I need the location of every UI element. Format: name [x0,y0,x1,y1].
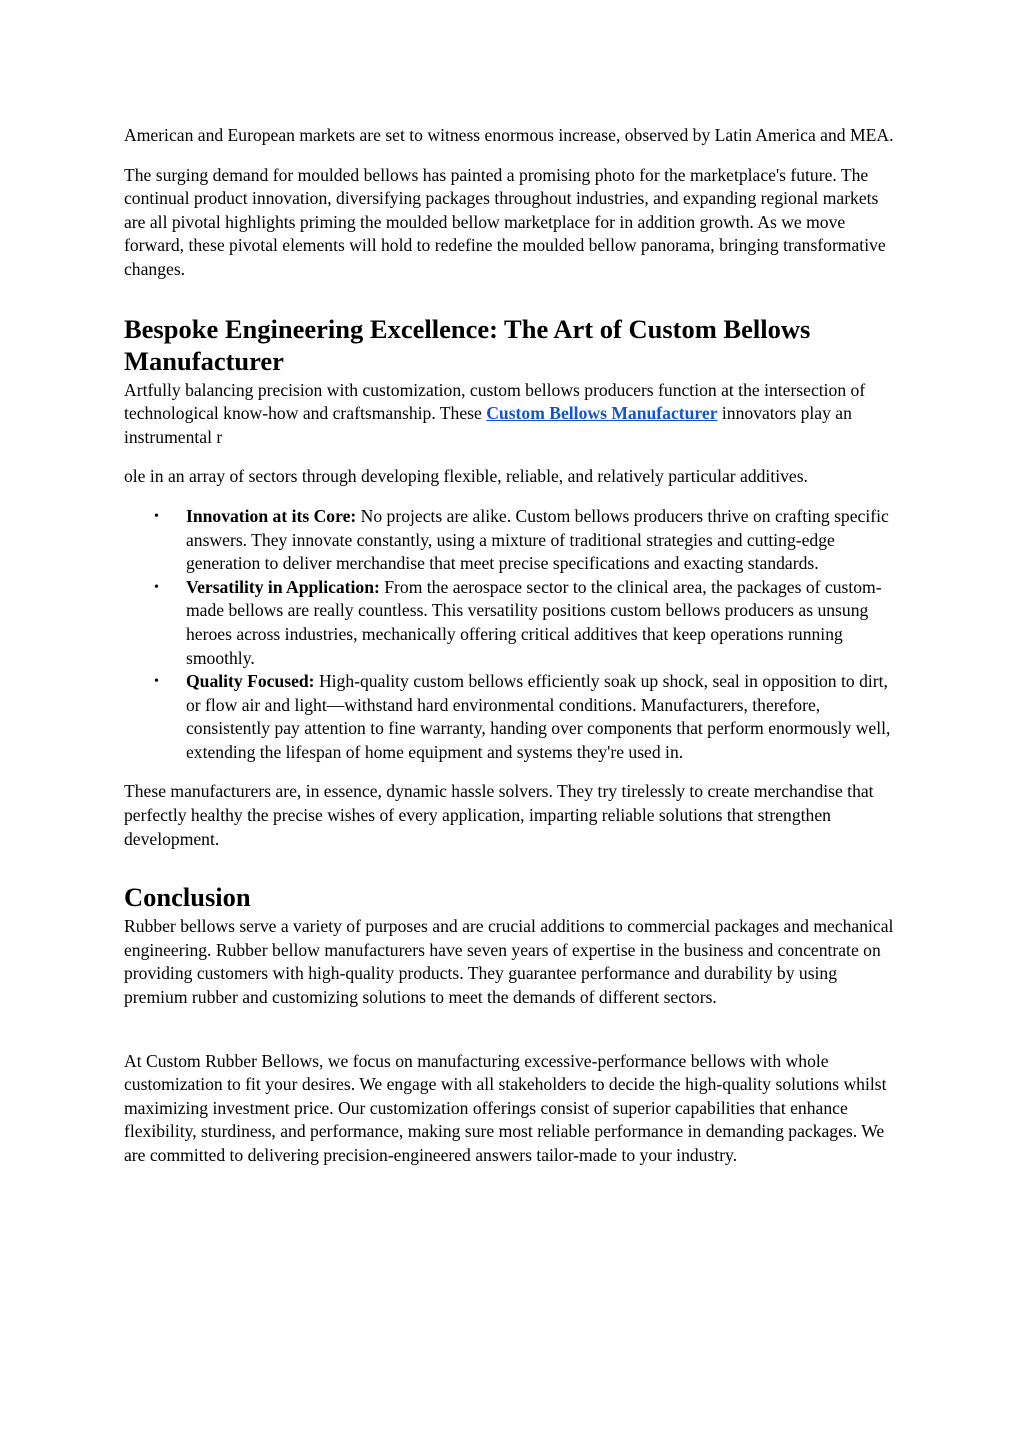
section1-paragraph-1 [124,379,899,450]
list-item [154,670,899,764]
bullet-icon: • [154,674,159,690]
bullet-icon: • [154,508,159,524]
section-heading-bespoke: Bespoke Engineering Excellence: The Art of Custom Bellows Manufacturer [124,313,811,376]
section1-paragraph-2: ole in an array of sectors through developing flexible, reliable, and relatively particular additives. [124,466,808,487]
section1-paragraph-3: These manufacturers are, in essence, dynamic hassle solvers. They try tirelessly to create merchandise that perfectly healthy the precise wishes of every application, imparting reliable solutions that strengthen development. [124,781,874,849]
feature-bullet-list [124,505,899,765]
document-page [124,124,899,1184]
section-heading-conclusion: Conclusion [124,882,251,913]
intro-paragraph-1: American and European markets are set to witness enormous increase, observed by Latin America and MEA. [124,125,894,145]
section1-p1-text-after: innovators play an instrumental r [124,403,852,447]
bullet-icon: • [154,579,159,595]
list-item [154,505,899,576]
conclusion-paragraph-1: Rubber bellows serve a variety of purposes and are crucial additions to commercial packages and mechanical engineering. Rubber bellow manufacturers have seven years of expertise in the business and concentrate on providing customers with high-quality products. They guarantee performance and durability by using premium rubber and customizing solutions to meet the demands of different sectors. [124,916,894,1008]
bullet-term: Innovation at its Core: [186,505,357,526]
bullet-term: Versatility in Application: [186,576,380,597]
bullet-text: From the aerospace sector to the clinical area, the packages of custom-made bellows are really countless. This versatility positions custom bellows producers as unsung heroes across industries, mechanically offering critical additives that keep operations running smoothly. [186,576,882,668]
intro-paragraph-2: The surging demand for moulded bellows has painted a promising photo for the marketplace's future. The continual product innovation, diversifying packages throughout industries, and expanding regional markets are all pivotal highlights priming the moulded bellow marketplace for in addition growth. As we move forward, these pivotal elements will hold to redefine the moulded bellow panorama, bringing transformative changes. [124,164,886,279]
conclusion-paragraph-2: At Custom Rubber Bellows, we focus on manufacturing excessive-performance bellows with whole customization to fit your desires. We engage with all stakeholders to decide the high-quality solutions whilst maximizing investment price. Our customization offerings consist of superior capabilities that enhance flexibility, sturdiness, and performance, making sure most reliable performance in demanding packages. We are committed to delivering precision-engineered answers tailor-made to your industry. [124,1050,887,1165]
bullet-term: Quality Focused: [186,671,315,692]
bullet-text: No projects are alike. Custom bellows producers thrive on crafting specific answers. They innovate constantly, using a mixture of traditional strategies and cutting-edge generation to deliver merchandise that meet precise specifications and exacting standards. [186,505,889,574]
list-item [154,576,899,670]
bullet-text: High-quality custom bellows efficiently soak up shock, seal in opposition to dirt, or flow air and light—withstand hard environmental conditions. Manufacturers, therefore, consistently pay attention to fine warranty, handing over components that perform enormously well, extending the lifespan of home equipment and systems they're used in. [186,671,891,762]
custom-bellows-manufacturer-link[interactable]: Custom Bellows Manufacturer [486,403,718,424]
section1-p1-text-before: Artfully balancing precision with customization, custom bellows producers function at the intersection of technological know-how and craftsmanship. These [124,379,866,424]
paragraph-spacer [124,1026,899,1050]
